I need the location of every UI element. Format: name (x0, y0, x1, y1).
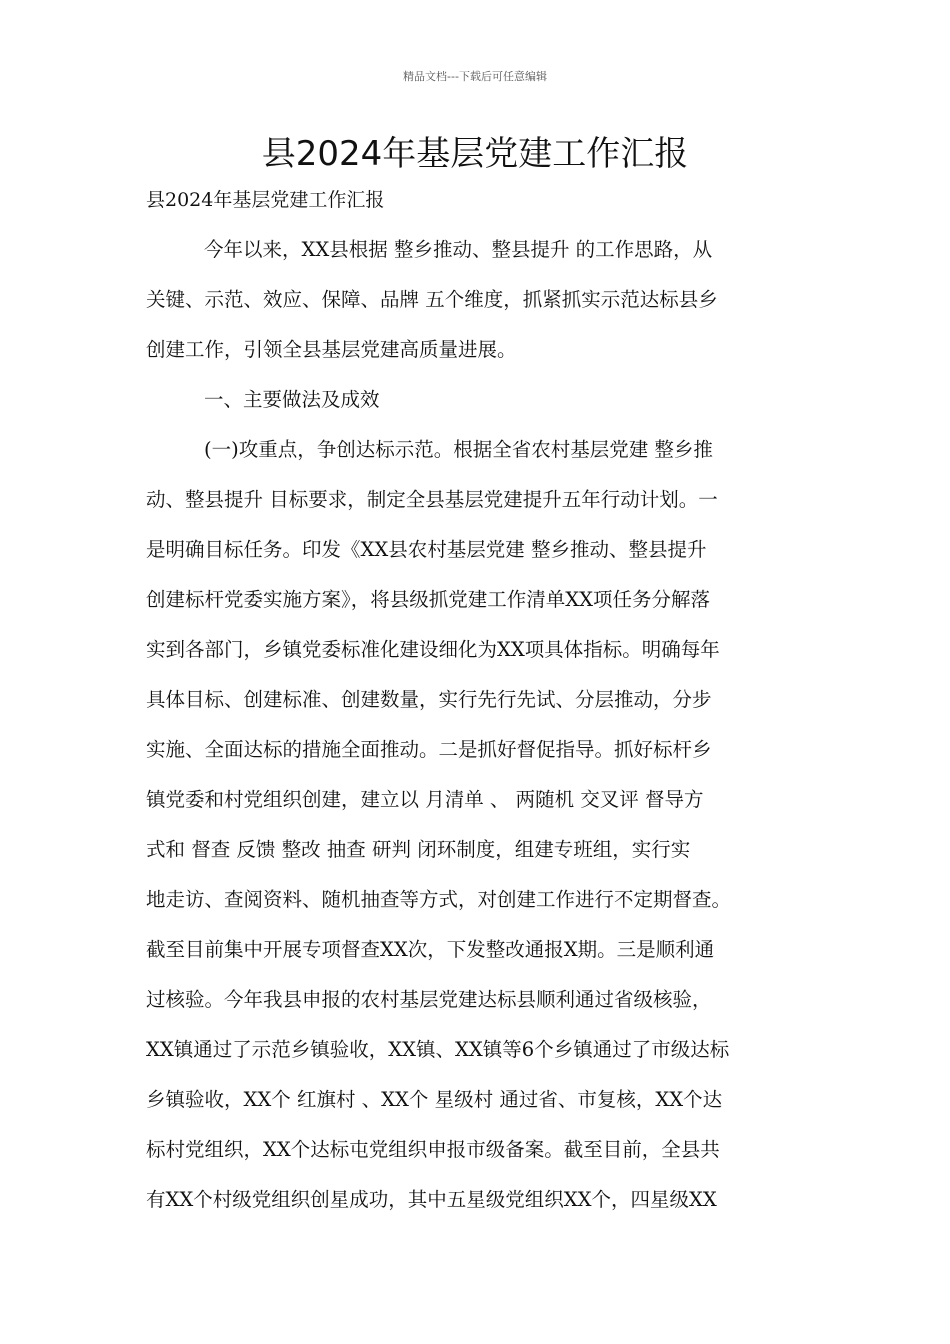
paragraph-line: 过核验。今年我县申报的农村基层党建达标县顺利通过省级核验， (146, 988, 712, 1011)
paragraph-line: 式和 督查 反馈 整改 抽查 研判 闭环制度，组建专班组，实行实 (146, 838, 691, 861)
section-heading: 一、主要做法及成效 (204, 388, 380, 411)
paragraph-line: 标村党组织，XX个达标屯党组织申报市级备案。截至目前，全县共 (146, 1138, 720, 1161)
document-title: 县2024年基层党建工作汇报 (261, 134, 689, 174)
paragraph-line: 实施、全面达标的措施全面推动。二是抓好督促指导。抓好标杆乡 (146, 738, 712, 761)
paragraph-line: 有XX个村级党组织创星成功，其中五星级党组织XX个，四星级XX (146, 1188, 717, 1211)
paragraph-line: XX镇通过了示范乡镇验收，XX镇、XX镇等6个乡镇通过了市级达标 (146, 1038, 730, 1061)
paragraph-line: 今年以来，XX县根据 整乡推动、整县提升 的工作思路，从 (204, 238, 713, 261)
paragraph-line: (一)攻重点，争创达标示范。根据全省农村基层党建 整乡推 (204, 438, 713, 461)
paragraph-line: 是明确目标任务。印发《XX县农村基层党建 整乡推动、整县提升 (146, 538, 707, 561)
paragraph-line: 具体目标、创建标准、创建数量，实行先行先试、分层推动，分步 (146, 688, 712, 711)
document-subtitle: 县2024年基层党建工作汇报 (146, 189, 385, 211)
paragraph-line: 动、整县提升 目标要求，制定全县基层党建提升五年行动计划。一 (146, 488, 718, 511)
paragraph-line: 镇党委和村党组织创建，建立以 月清单 、 两随机 交叉评 督导方 (146, 788, 704, 811)
paragraph-line: 截至目前集中开展专项督查XX次，下发整改通报X期。三是顺利通 (146, 938, 715, 961)
paragraph-line: 创建标杆党委实施方案》，将县级抓党建工作清单XX项任务分解落 (146, 588, 711, 611)
paragraph-line: 乡镇验收，XX个 红旗村 、XX个 星级村 通过省、市复核，XX个达 (146, 1088, 723, 1111)
paragraph-line: 关键、示范、效应、保障、品牌 五个维度，抓紧抓实示范达标县乡 (146, 288, 718, 311)
document-header-note: 精品文档---下载后可任意编辑 (403, 70, 547, 83)
paragraph-line: 创建工作，引领全县基层党建高质量进展。 (146, 338, 517, 361)
paragraph-line: 地走访、查阅资料、随机抽查等方式，对创建工作进行不定期督查。 (146, 888, 732, 911)
paragraph-line: 实到各部门，乡镇党委标准化建设细化为XX项具体指标。明确每年 (146, 638, 720, 661)
